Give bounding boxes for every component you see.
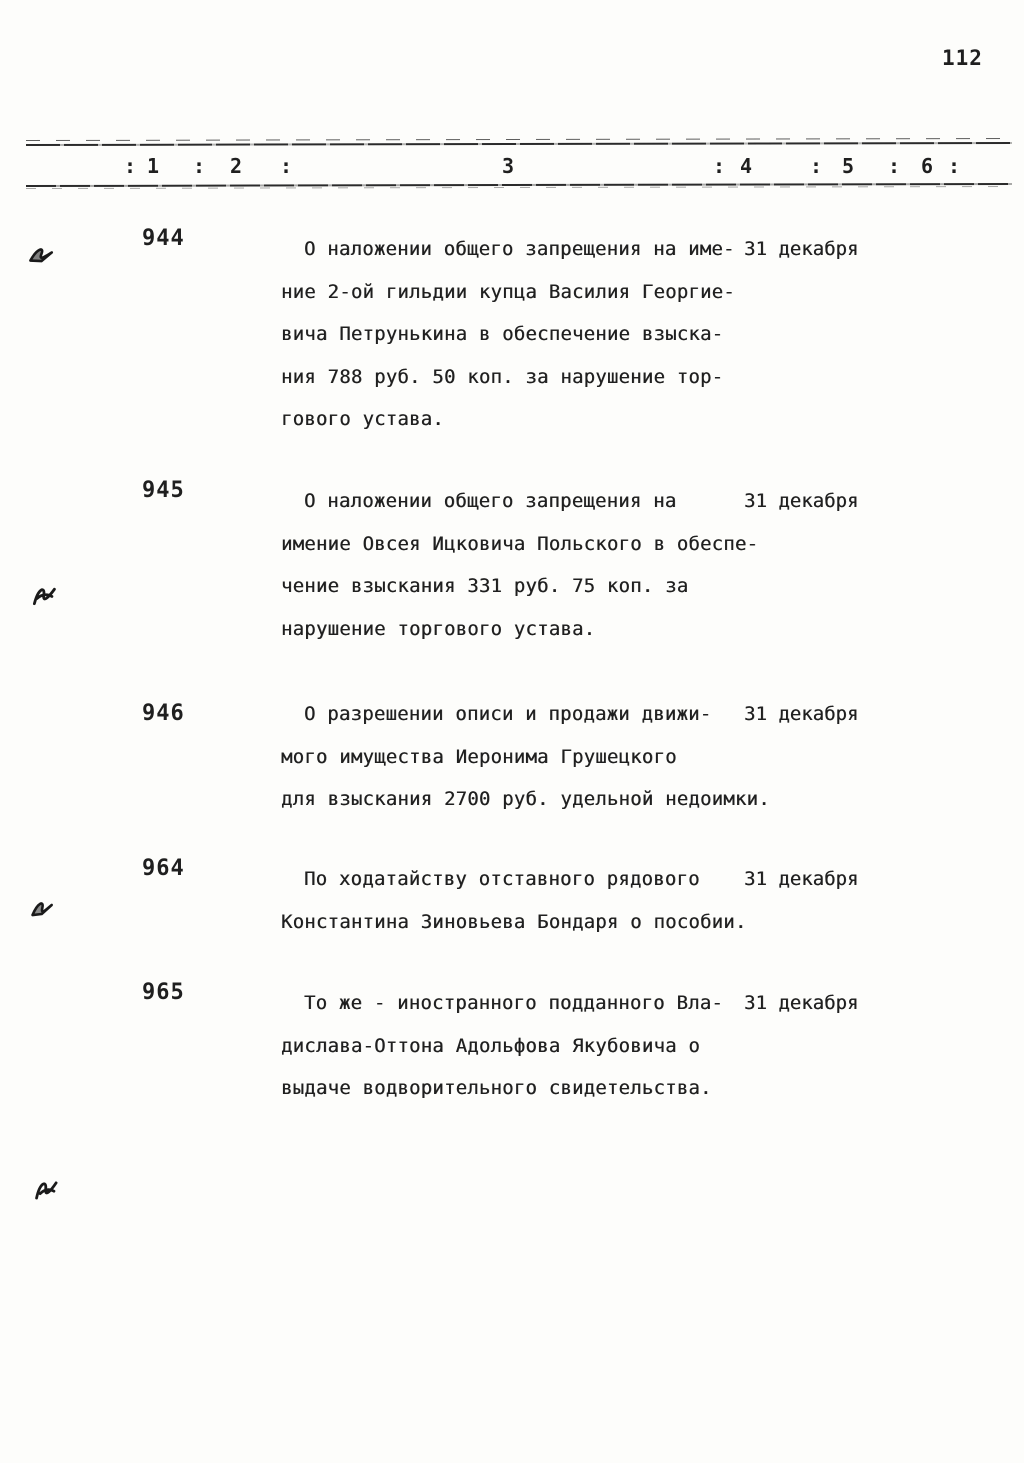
column-separator: : [810, 154, 823, 178]
column-number-2: 2 [230, 154, 243, 178]
entry-date: 31 декабря [744, 703, 859, 725]
column-separator: : [713, 154, 726, 178]
entry-text-line: О наложении общего запрещения на [304, 490, 677, 512]
column-number-4: 4 [740, 154, 753, 178]
entry-text-line: По ходатайству отставного рядового [304, 868, 700, 890]
entry-text-line: для взыскания 2700 руб. удельной недоимки. [281, 788, 770, 810]
entry-date: 31 декабря [744, 868, 859, 890]
entry-description [281, 693, 770, 821]
column-separator: : [280, 154, 293, 178]
handwritten-scribble-icon [29, 583, 59, 613]
entry-text-line: ния 788 руб. 50 коп. за нарушение тор- [281, 365, 724, 388]
entry-text-line: нарушение торгового устава. [281, 617, 596, 640]
entry-description [281, 858, 761, 943]
handwritten-scribble-icon [29, 897, 56, 925]
entry-text-line: чение взыскания 331 руб. 75 коп. за [281, 575, 689, 597]
entry-number: 944 [142, 226, 185, 251]
column-number-1: 1 [147, 154, 160, 178]
header-rule-bottom [26, 183, 1012, 189]
entry-date: 31 декабря [744, 992, 859, 1014]
column-header-row [0, 150, 1024, 182]
entry-text-line: То же - иностранного подданного Вла- [304, 992, 724, 1014]
column-separator: : [193, 154, 206, 178]
column-separator: : [124, 154, 137, 178]
entry-description [281, 982, 761, 1110]
entry-number: 965 [142, 980, 185, 1005]
handwritten-scribble-icon [31, 1177, 62, 1208]
entry-text-line: имение Овсея Ицковича Польского в обеспе- [281, 532, 759, 555]
column-number-5: 5 [842, 154, 855, 178]
entry-text-line: выдаче водворительного свидетельства. [281, 1077, 712, 1099]
entry-text-line: Константина Зиновьева Бондаря о пособии. [281, 910, 747, 933]
entry-text-line: вича Петрунькина в обеспечение взыска- [281, 323, 724, 345]
handwritten-scribble-icon [26, 242, 55, 271]
entry-description [281, 480, 761, 650]
column-number-3: 3 [502, 154, 515, 178]
column-number-6: 6 [921, 154, 934, 178]
entry-text-line: О разрешении описи и продажи движи- [304, 703, 712, 725]
entry-number: 945 [142, 478, 185, 503]
column-separator: : [948, 154, 961, 178]
entry-text-line: ние 2-ой гильдии купца Василия Георгие- [281, 280, 735, 303]
entry-text-line: гового устава. [281, 408, 444, 430]
entry-text-line: дислава-Оттона Адольфова Якубовича о [281, 1034, 701, 1057]
page-number: 112 [942, 46, 983, 70]
entry-text-line: мого имущества Иеронима Грушецкого [281, 745, 677, 768]
entry-number: 964 [142, 856, 185, 881]
column-separator: : [888, 154, 901, 178]
entry-description [281, 228, 761, 441]
entry-text-line: О наложении общего запрещения на име- [304, 238, 735, 260]
entry-date: 31 декабря [744, 238, 859, 260]
header-rule-top [26, 138, 1012, 146]
entry-date: 31 декабря [744, 490, 859, 512]
entry-number: 946 [142, 701, 185, 726]
